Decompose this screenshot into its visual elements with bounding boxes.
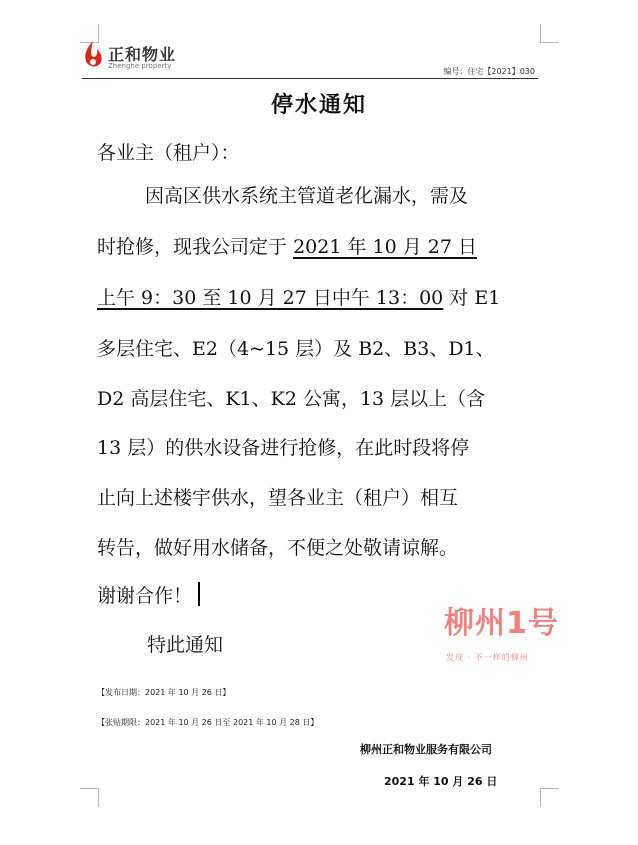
body-line-3 [97,283,545,310]
body-line-7: 止向上述楼宇供水，望各业主（租户）相互 [97,487,459,509]
salutation: 各业主（租户）： [97,142,240,164]
crop-mark-bottom-right [540,788,559,807]
body-line-4: 多层住宅、E2（4~15 层）及 B2、B3、D1、 [97,338,495,360]
body-line-2-text: 时抢修，现我公司定于 [97,236,288,258]
flame-logo-icon [82,40,104,70]
company-logo [82,40,212,74]
outage-start-date: 2021 年 10 月 27 日 [293,236,477,258]
notice-title: 停水通知 [270,92,367,118]
publish-date: 【发布日期：2021 年 10 月 26 日】 [97,688,231,697]
watermark-tagline: 发现 · 不一样的柳州 [446,653,529,662]
crop-mark-top-right [540,24,559,43]
body-line-6: 13 层）的供水设备进行抢修，在此时段将停 [97,437,470,459]
outage-time-range: 上午 9：30 至 10 月 27 日中午 13：00 [97,287,444,309]
issue-date: 2021 年 10 月 26 日 [384,775,498,788]
crop-mark-bottom-left [80,788,99,807]
closing-text: 特此通知 [147,634,224,656]
body-line-2 [97,232,545,259]
body-line-3-text: 对 E1 [449,287,501,309]
thanks-text: 谢谢合作！ [97,585,193,607]
posting-period: 【张贴期限：2021 年 10 月 26 日至 2021 年 10 月 28 日】 [97,718,319,727]
watermark [444,598,570,670]
body-line-8: 转告，做好用水储备，不便之处敬请谅解。 [97,537,459,559]
text-cursor [198,582,200,606]
watermark-name: 柳州1号 [444,606,559,641]
body-line-5: D2 高层住宅、K1、K2 公寓，13 层以上（含 [97,388,486,410]
header-divider [82,78,538,79]
company-signature: 柳州正和物业服务有限公司 [360,743,492,756]
logo-english-name: Zhenghe property [108,62,172,70]
body-line-1: 因高区供水系统主管道老化漏水，需及 [145,185,469,207]
logo-chinese-name: 正和物业 [108,45,177,64]
document-number: 编号：住宅【2021】030 [443,67,535,76]
